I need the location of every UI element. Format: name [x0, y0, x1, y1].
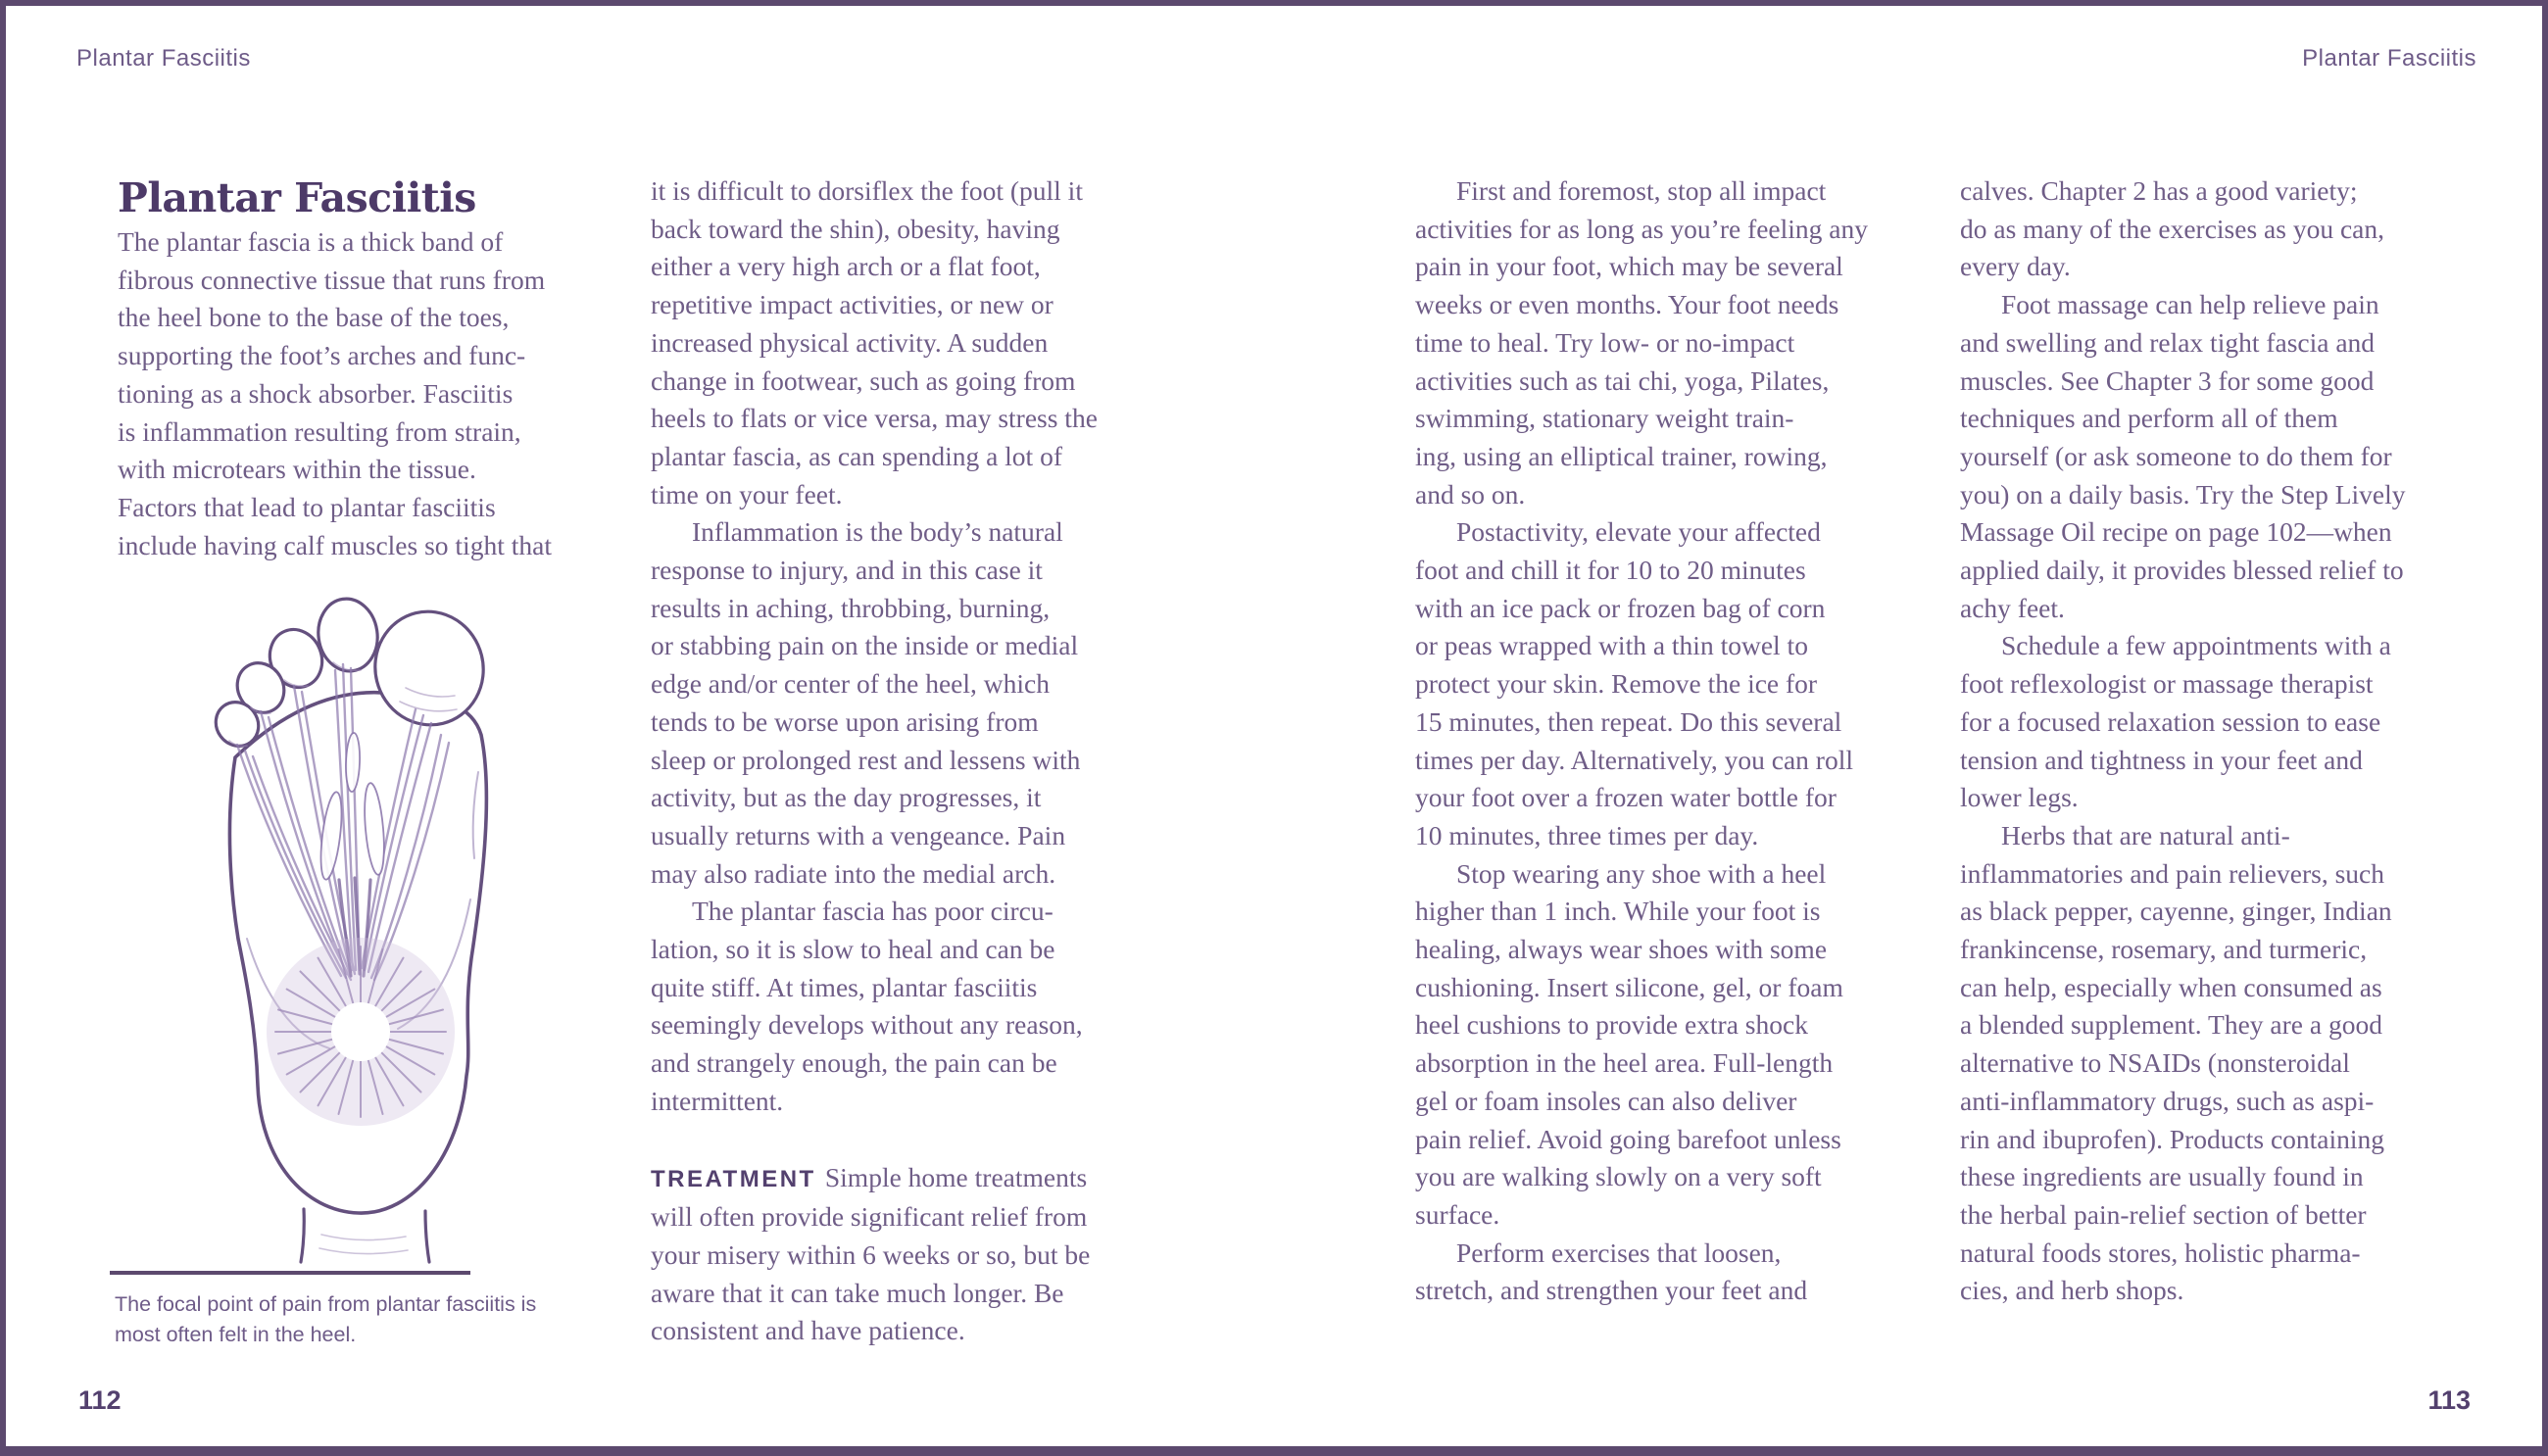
text-line: pain relief. Avoid going barefoot unless [1415, 1123, 1841, 1154]
text-line: response to injury, and in this case it [651, 555, 1043, 586]
running-head-left: Plantar Fasciitis [76, 45, 251, 72]
text-line: heels to flats or vice versa, may stress the [651, 403, 1098, 434]
text-line: techniques and perform all of them [1960, 403, 2338, 434]
text-line: with an ice pack or frozen bag of corn [1415, 592, 1826, 623]
text-line: pain in your foot, which may be several [1415, 251, 1843, 282]
text-line: the heel bone to the base of the toes, [118, 302, 510, 333]
text-line: and swelling and relax tight fascia and [1960, 326, 2376, 358]
text-line: as black pepper, cayenne, ginger, Indian [1960, 896, 2392, 927]
text-line: tends to be worse upon arising from [651, 705, 1039, 737]
text-line: lower legs. [1960, 782, 2079, 813]
text-line: activities such as tai chi, yoga, Pilates, [1415, 364, 1830, 396]
text-line: gel or foam insoles can also deliver [1415, 1085, 1797, 1116]
text-line: heel cushions to provide extra shock [1415, 1009, 1808, 1041]
text-line: aware that it can take much longer. Be [651, 1277, 1064, 1308]
paragraph [651, 172, 1149, 513]
text-line: Herbs that are natural anti- [2001, 819, 2290, 850]
text-line: cies, and herb shops. [1960, 1275, 2184, 1306]
paragraph [651, 513, 1149, 893]
column-text [1960, 172, 2466, 1310]
text-line: healing, always wear shoes with some [1415, 934, 1828, 965]
paragraph [118, 223, 608, 564]
text-line: may also radiate into the medial arch. [651, 857, 1056, 889]
text-line: applied daily, it provides blessed relief to [1960, 555, 2404, 586]
text-line: The plantar fascia has poor circu- [692, 896, 1054, 927]
paragraph [1960, 627, 2466, 817]
left-page-column-1 [118, 172, 608, 564]
column-text [651, 172, 1149, 1350]
text-line: surface. [1415, 1198, 1500, 1230]
paragraph [1960, 817, 2466, 1310]
text-line: you) on a daily basis. Try the Step Lively [1960, 478, 2406, 510]
text-line: a blended supplement. They are a good [1960, 1009, 2382, 1041]
paragraph [1415, 513, 1915, 854]
text-line: higher than 1 inch. While your foot is [1415, 896, 1821, 927]
text-line: results in aching, throbbing, burning, [651, 592, 1051, 623]
text-line: yourself (or ask someone to do them for [1960, 440, 2392, 471]
text-line: back toward the shin), obesity, having [651, 213, 1060, 244]
text-line: 15 minutes, then repeat. Do this several [1415, 705, 1842, 737]
text-line: every day. [1960, 251, 2071, 282]
section-title: Plantar Fasciitis [118, 174, 476, 221]
text-line: plantar fascia, as can spending a lot of [651, 440, 1062, 471]
running-head-right: Plantar Fasciitis [2302, 45, 2476, 72]
text-line: can help, especially when consumed as [1960, 971, 2382, 1002]
text-line: seemingly develops without any reason, [651, 1009, 1083, 1041]
text-line: achy feet. [1960, 592, 2065, 623]
text-line: Inflammation is the body’s natural [692, 516, 1063, 548]
text-line: inflammatories and pain relievers, such [1960, 857, 2384, 889]
text-line: natural foods stores, holistic pharma- [1960, 1237, 2361, 1268]
text-line: muscles. See Chapter 3 for some good [1960, 364, 2375, 396]
text-line: The plantar fascia is a thick band of [118, 226, 504, 257]
text-line: will often provide significant relief from [651, 1201, 1088, 1233]
text-line: is inflammation resulting from strain, [118, 415, 521, 447]
text-line: your misery within 6 weeks or so, but be [651, 1238, 1091, 1270]
left-page-column-2 [651, 172, 1149, 1350]
text-line: 10 minutes, three times per day. [1415, 819, 1759, 850]
text-line: The focal point of pain from plantar fasciitis is [115, 1292, 537, 1316]
text-line: time to heal. Try low- or no-impact [1415, 326, 1795, 358]
text-line: include having calf muscles so tight that [118, 529, 552, 560]
treatment-label: TREATMENT [651, 1165, 825, 1192]
text-line: with microtears within the tissue. [118, 454, 476, 485]
text-line: Postactivity, elevate your affected [1456, 516, 1821, 548]
text-line: usually returns with a vengeance. Pain [651, 819, 1066, 850]
text-line: and so on. [1415, 478, 1526, 510]
text-line: edge and/or center of the heel, which [651, 668, 1050, 700]
page-number-left: 112 [78, 1385, 122, 1415]
text-line: Schedule a few appointments with a [2001, 630, 2391, 661]
text-line: protect your skin. Remove the ice for [1415, 668, 1818, 700]
page-number-right: 113 [2427, 1385, 2471, 1415]
paragraph [651, 893, 1149, 1120]
text-line: calves. Chapter 2 has a good variety; [1960, 175, 2358, 206]
illustration-caption [115, 1289, 624, 1350]
column-text [118, 223, 608, 564]
paragraph [1415, 855, 1915, 1235]
text-line: your foot over a frozen water bottle for [1415, 782, 1837, 813]
text-line: ing, using an elliptical trainer, rowing, [1415, 440, 1828, 471]
text-line: activity, but as the day progresses, it [651, 782, 1042, 813]
text-line: intermittent. [651, 1085, 784, 1116]
text-line: absorption in the heel area. Full-length [1415, 1047, 1834, 1079]
text-line: time on your feet. [651, 478, 843, 510]
paragraph [115, 1289, 624, 1350]
text-line: fibrous connective tissue that runs from [118, 264, 546, 295]
text-line: foot and chill it for 10 to 20 minutes [1415, 555, 1806, 586]
text-line: these ingredients are usually found in [1960, 1161, 2364, 1192]
text-line: or peas wrapped with a thin towel to [1415, 630, 1808, 661]
column-text [1415, 172, 1915, 1310]
heel-pain-starburst [267, 938, 455, 1126]
paragraph [1415, 172, 1915, 513]
text-line: lation, so it is slow to heal and can be [651, 934, 1055, 965]
paragraph [1960, 286, 2466, 627]
text-line: most often felt in the heel. [115, 1323, 357, 1346]
text-line: supporting the foot’s arches and func- [118, 340, 526, 371]
text-line: Massage Oil recipe on page 102—when [1960, 516, 2392, 548]
text-line: tioning as a shock absorber. Fasciitis [118, 377, 514, 409]
text-line: do as many of the exercises as you can, [1960, 213, 2384, 244]
paragraph [1415, 1235, 1915, 1310]
paragraph [1960, 172, 2466, 286]
right-page-column-2 [1960, 172, 2466, 1310]
text-line: Stop wearing any shoe with a heel [1456, 857, 1827, 889]
text-line: sleep or prolonged rest and lessens with [651, 744, 1081, 775]
text-line: Foot massage can help relieve pain [2001, 289, 2379, 320]
foot-illustration [147, 586, 539, 1264]
text-line: consistent and have patience. [651, 1315, 965, 1346]
text-line: Perform exercises that loosen, [1456, 1237, 1782, 1268]
text-line: the herbal pain-relief section of better [1960, 1198, 2367, 1230]
text-line: for a focused relaxation session to ease [1960, 705, 2381, 737]
text-line: and strangely enough, the pain can be [651, 1047, 1057, 1079]
text-line: swimming, stationary weight train- [1415, 403, 1794, 434]
text-line: Factors that lead to plantar fasciitis [118, 491, 496, 522]
text-line: it is difficult to dorsiflex the foot (pull it [651, 175, 1083, 206]
text-line: weeks or even months. Your foot needs [1415, 289, 1839, 320]
text-line: foot reflexologist or massage therapist [1960, 668, 2374, 700]
text-line: increased physical activity. A sudden [651, 326, 1049, 358]
text-line: frankincense, rosemary, and turmeric, [1960, 934, 2368, 965]
text-line: quite stiff. At times, plantar fasciitis [651, 971, 1038, 1002]
text-line: activities for as long as you’re feeling any [1415, 213, 1868, 244]
caption-rule [110, 1271, 470, 1275]
text-line: change in footwear, such as going from [651, 364, 1076, 396]
text-line: First and foremost, stop all impact [1456, 175, 1827, 206]
text-line: TREATMENT Simple home treatments [651, 1161, 1088, 1192]
text-line: or stabbing pain on the inside or medial [651, 630, 1079, 661]
right-page-column-1 [1415, 172, 1915, 1310]
text-line: rin and ibuprofen). Products containing [1960, 1123, 2385, 1154]
text-line: repetitive impact activities, or new or [651, 289, 1054, 320]
text-line: times per day. Alternatively, you can roll [1415, 744, 1853, 775]
text-line: alternative to NSAIDs (nonsteroidal [1960, 1047, 2350, 1079]
text-line: cushioning. Insert silicone, gel, or foam [1415, 971, 1843, 1002]
text-line: either a very high arch or a flat foot, [651, 251, 1041, 282]
text-line: you are walking slowly on a very soft [1415, 1161, 1822, 1192]
paragraph [651, 1159, 1149, 1351]
text-line: stretch, and strengthen your feet and [1415, 1275, 1808, 1306]
text-line: tension and tightness in your feet and [1960, 744, 2363, 775]
text-line: anti-inflammatory drugs, such as aspi- [1960, 1085, 2375, 1116]
